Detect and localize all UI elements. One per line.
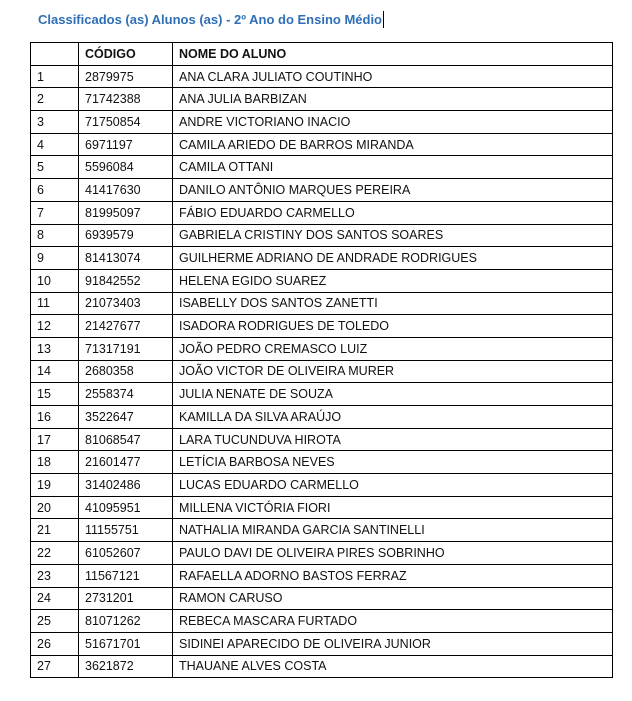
student-name: LETÍCIA BARBOSA NEVES	[173, 451, 613, 474]
header-student-name: NOME DO ALUNO	[173, 43, 613, 66]
table-row	[31, 474, 613, 497]
row-number: 2	[31, 88, 79, 111]
table-row	[31, 406, 613, 429]
row-number: 16	[31, 406, 79, 429]
table-row	[31, 451, 613, 474]
document-title-line[interactable]	[38, 11, 384, 28]
table-row	[31, 224, 613, 247]
student-name: LUCAS EDUARDO CARMELLO	[173, 474, 613, 497]
row-number: 13	[31, 337, 79, 360]
student-name: GUILHERME ADRIANO DE ANDRADE RODRIGUES	[173, 247, 613, 270]
table-row	[31, 496, 613, 519]
table-row	[31, 655, 613, 678]
student-name: KAMILLA DA SILVA ARAÚJO	[173, 406, 613, 429]
student-name: PAULO DAVI DE OLIVEIRA PIRES SOBRINHO	[173, 542, 613, 565]
student-name: LARA TUCUNDUVA HIROTA	[173, 428, 613, 451]
table-row	[31, 428, 613, 451]
table-row	[31, 247, 613, 270]
row-number: 11	[31, 292, 79, 315]
table-row	[31, 201, 613, 224]
table-row	[31, 542, 613, 565]
student-code: 21601477	[79, 451, 173, 474]
student-code: 81071262	[79, 610, 173, 633]
table-row	[31, 88, 613, 111]
row-number: 8	[31, 224, 79, 247]
table-row	[31, 133, 613, 156]
row-number: 15	[31, 383, 79, 406]
table-row	[31, 632, 613, 655]
table-row	[31, 179, 613, 202]
table-row	[31, 383, 613, 406]
student-code: 2879975	[79, 65, 173, 88]
student-code: 31402486	[79, 474, 173, 497]
header-code: CÓDIGO	[79, 43, 173, 66]
table-row	[31, 360, 613, 383]
table-row	[31, 156, 613, 179]
student-code: 81995097	[79, 201, 173, 224]
row-number: 9	[31, 247, 79, 270]
table-row	[31, 564, 613, 587]
student-code: 51671701	[79, 632, 173, 655]
document-title: Classificados (as) Alunos (as) - 2º Ano do Ensino Médio	[38, 12, 382, 27]
student-name: JULIA NENATE DE SOUZA	[173, 383, 613, 406]
student-code: 11567121	[79, 564, 173, 587]
table-row	[31, 337, 613, 360]
student-code: 41095951	[79, 496, 173, 519]
row-number: 21	[31, 519, 79, 542]
table-row	[31, 111, 613, 134]
row-number: 26	[31, 632, 79, 655]
student-code: 81068547	[79, 428, 173, 451]
row-number: 10	[31, 269, 79, 292]
student-name: JOÃO VICTOR DE OLIVEIRA MURER	[173, 360, 613, 383]
student-name: HELENA EGIDO SUAREZ	[173, 269, 613, 292]
student-name: CAMILA OTTANI	[173, 156, 613, 179]
row-number: 18	[31, 451, 79, 474]
row-number: 6	[31, 179, 79, 202]
student-name: SIDINEI APARECIDO DE OLIVEIRA JUNIOR	[173, 632, 613, 655]
student-code: 71742388	[79, 88, 173, 111]
student-name: REBECA MASCARA FURTADO	[173, 610, 613, 633]
row-number: 5	[31, 156, 79, 179]
student-name: RAMON CARUSO	[173, 587, 613, 610]
student-code: 21073403	[79, 292, 173, 315]
row-number: 20	[31, 496, 79, 519]
student-name: ANA JULIA BARBIZAN	[173, 88, 613, 111]
table-row	[31, 292, 613, 315]
table-row	[31, 587, 613, 610]
header-number	[31, 43, 79, 66]
table-row	[31, 315, 613, 338]
row-number: 24	[31, 587, 79, 610]
row-number: 4	[31, 133, 79, 156]
student-code: 3522647	[79, 406, 173, 429]
row-number: 12	[31, 315, 79, 338]
table-row	[31, 269, 613, 292]
table-header-row	[31, 43, 613, 66]
student-code: 6971197	[79, 133, 173, 156]
student-code: 61052607	[79, 542, 173, 565]
row-number: 7	[31, 201, 79, 224]
student-name: ANA CLARA JULIATO COUTINHO	[173, 65, 613, 88]
student-name: CAMILA ARIEDO DE BARROS MIRANDA	[173, 133, 613, 156]
student-code: 11155751	[79, 519, 173, 542]
row-number: 25	[31, 610, 79, 633]
student-code: 21427677	[79, 315, 173, 338]
row-number: 19	[31, 474, 79, 497]
student-code: 3621872	[79, 655, 173, 678]
row-number: 14	[31, 360, 79, 383]
student-name: NATHALIA MIRANDA GARCIA SANTINELLI	[173, 519, 613, 542]
student-code: 5596084	[79, 156, 173, 179]
student-code: 2680358	[79, 360, 173, 383]
student-name: ANDRE VICTORIANO INACIO	[173, 111, 613, 134]
student-name: ISABELLY DOS SANTOS ZANETTI	[173, 292, 613, 315]
table-row	[31, 610, 613, 633]
student-name: MILLENA VICTÓRIA FIORI	[173, 496, 613, 519]
student-name: DANILO ANTÔNIO MARQUES PEREIRA	[173, 179, 613, 202]
student-code: 71317191	[79, 337, 173, 360]
student-code: 71750854	[79, 111, 173, 134]
student-code: 6939579	[79, 224, 173, 247]
students-table	[30, 42, 613, 678]
row-number: 23	[31, 564, 79, 587]
row-number: 17	[31, 428, 79, 451]
student-code: 2558374	[79, 383, 173, 406]
table-row	[31, 519, 613, 542]
student-name: FÁBIO EDUARDO CARMELLO	[173, 201, 613, 224]
student-code: 81413074	[79, 247, 173, 270]
row-number: 3	[31, 111, 79, 134]
table-row	[31, 65, 613, 88]
row-number: 27	[31, 655, 79, 678]
student-name: RAFAELLA ADORNO BASTOS FERRAZ	[173, 564, 613, 587]
student-name: ISADORA RODRIGUES DE TOLEDO	[173, 315, 613, 338]
row-number: 22	[31, 542, 79, 565]
student-code: 91842552	[79, 269, 173, 292]
student-name: JOÃO PEDRO CREMASCO LUIZ	[173, 337, 613, 360]
student-name: GABRIELA CRISTINY DOS SANTOS SOARES	[173, 224, 613, 247]
student-code: 2731201	[79, 587, 173, 610]
table-body	[31, 65, 613, 678]
row-number: 1	[31, 65, 79, 88]
student-code: 41417630	[79, 179, 173, 202]
text-cursor	[383, 11, 384, 28]
student-name: THAUANE ALVES COSTA	[173, 655, 613, 678]
